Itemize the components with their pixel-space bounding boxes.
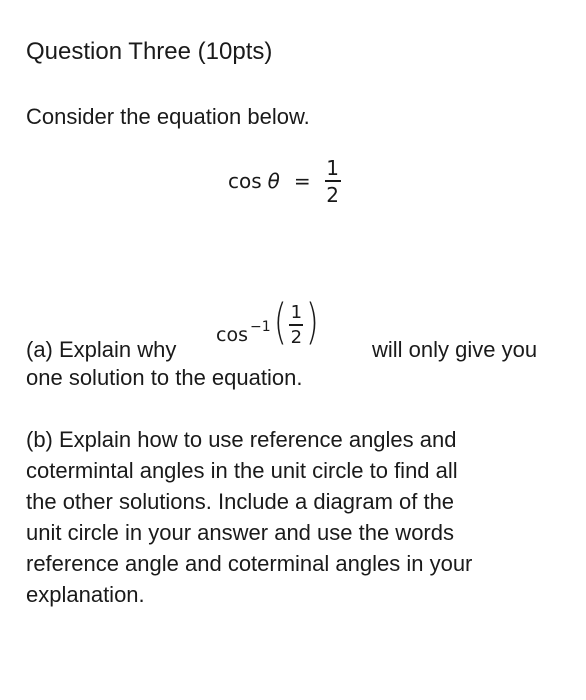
open-paren: ( — [273, 294, 287, 350]
equation-fraction — [325, 158, 341, 205]
arccos-fraction — [289, 304, 303, 347]
part-b-line: (b) Explain how to use reference angles and — [26, 427, 457, 452]
part-a-line-1 — [26, 294, 566, 362]
fraction-numerator: 1 — [326, 156, 340, 180]
cos-function: cos — [228, 169, 262, 194]
part-a-tail: will only give you — [372, 337, 538, 362]
part-a-line-2: one solution to the equation. — [26, 365, 303, 390]
equals-sign: = — [293, 169, 311, 194]
part-b-line: cotermintal angles in the unit circle to find all — [26, 458, 458, 483]
arccos-denominator: 2 — [290, 326, 303, 348]
fraction-denominator: 2 — [326, 182, 340, 207]
arccos-expression — [216, 294, 322, 351]
part-b — [26, 424, 566, 610]
part-b-line: reference angle and coterminal angles in your — [26, 551, 473, 576]
part-a-label: (a) Explain why — [26, 337, 177, 362]
arccos-function: cos — [216, 324, 248, 346]
part-b-line: unit circle in your answer and use the words — [26, 520, 454, 545]
main-equation — [228, 158, 341, 205]
close-paren: ) — [306, 294, 320, 350]
part-a — [26, 294, 566, 393]
part-b-line: explanation. — [26, 582, 145, 607]
arccos-numerator: 1 — [290, 302, 303, 323]
intro-text: Consider the equation below. — [26, 104, 310, 129]
arccos-exponent: −1 — [249, 319, 271, 335]
theta-variable: θ — [267, 169, 280, 194]
question-heading: Question Three (10pts) — [26, 38, 273, 65]
part-b-line: the other solutions. Include a diagram of the — [26, 489, 455, 514]
